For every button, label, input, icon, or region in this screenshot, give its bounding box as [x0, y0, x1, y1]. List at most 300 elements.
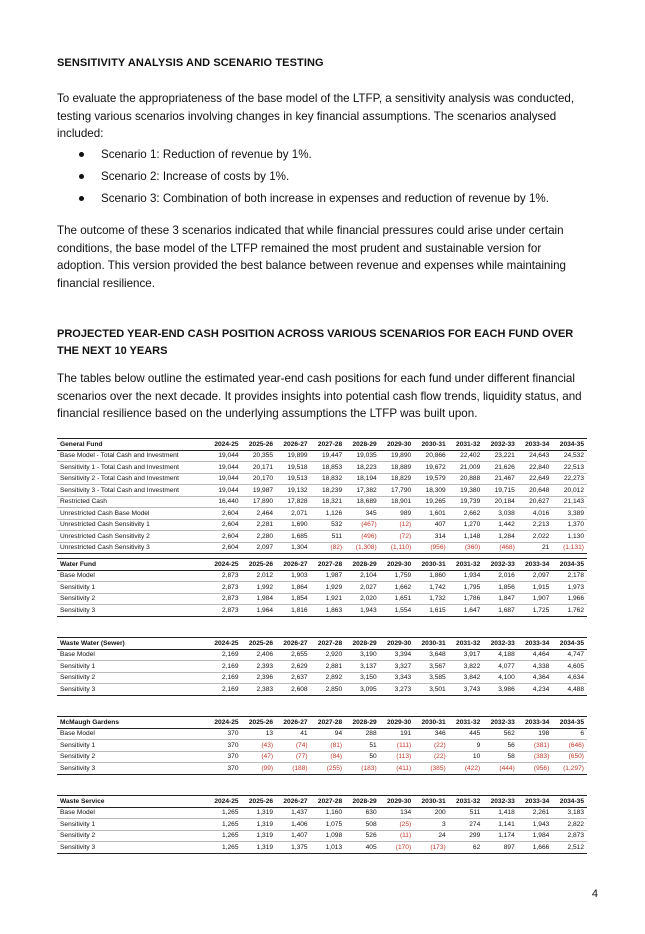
table-cell: 1,860	[414, 570, 449, 582]
fund-table	[57, 716, 587, 775]
table-cell: 2,637	[276, 672, 311, 684]
table-cell: 1,984	[242, 593, 277, 605]
table-cell: 2,406	[242, 649, 277, 661]
column-header-year: 2028-29	[345, 439, 380, 451]
column-header-year: 2024-25	[207, 717, 242, 729]
table-cell: 1,265	[207, 842, 242, 854]
table-cell: 370	[207, 763, 242, 775]
table-cell: (646)	[552, 740, 587, 752]
table-cell: 1,148	[449, 531, 484, 543]
table-cell: 1,319	[242, 842, 277, 854]
bullet-icon	[79, 174, 84, 179]
table-cell: 18,223	[345, 462, 380, 474]
column-header-year: 2031-32	[449, 638, 484, 650]
table-header-row	[57, 439, 587, 451]
table-row	[57, 508, 587, 520]
table-cell: (650)	[552, 751, 587, 763]
table-cell: 4,234	[518, 684, 553, 696]
table-cell: 17,890	[242, 496, 277, 508]
table-cell: 1,160	[311, 807, 346, 819]
table-cell: 191	[380, 728, 415, 740]
table-cell: 3,273	[380, 684, 415, 696]
table-cell: 1,864	[276, 582, 311, 594]
row-label: Sensitivity 1	[57, 582, 207, 594]
row-label: Sensitivity 1 - Total Cash and Investment	[57, 462, 207, 474]
table-header-row	[57, 796, 587, 808]
table-cell: 17,828	[276, 496, 311, 508]
table-cell: 1,966	[552, 593, 587, 605]
row-label: Sensitivity 1	[57, 661, 207, 673]
table-cell: 21,467	[483, 473, 518, 485]
table-cell: (77)	[276, 751, 311, 763]
row-label: Base Model	[57, 728, 207, 740]
table-row	[57, 672, 587, 684]
table-cell: 16,440	[207, 496, 242, 508]
section-heading: SENSITIVITY ANALYSIS AND SCENARIO TESTING	[57, 57, 324, 69]
table-row	[57, 763, 587, 775]
scenario-item: Scenario 2: Increase of costs by 1%.	[57, 168, 592, 190]
table-cell: 3	[414, 819, 449, 831]
table-cell: 1,437	[276, 807, 311, 819]
table-cell: 2,604	[207, 542, 242, 554]
table-row	[57, 740, 587, 752]
table-cell: 19,739	[449, 496, 484, 508]
table-cell: 1,265	[207, 830, 242, 842]
table-cell: 2,873	[207, 593, 242, 605]
table-cell: (43)	[242, 740, 277, 752]
table-cell: (47)	[242, 751, 277, 763]
column-header-year: 2034-35	[552, 559, 587, 571]
table-cell: 21,009	[449, 462, 484, 474]
table-cell: 13	[242, 728, 277, 740]
table-cell: 20,184	[483, 496, 518, 508]
table-row	[57, 593, 587, 605]
table-cell: 4,605	[552, 661, 587, 673]
table-cell: 2,396	[242, 672, 277, 684]
table-cell: 1,265	[207, 807, 242, 819]
table-cell: 2,873	[552, 830, 587, 842]
table-cell: 1,284	[483, 531, 518, 543]
table-cell: 18,321	[311, 496, 346, 508]
table-row	[57, 830, 587, 842]
column-header-year: 2025-26	[242, 796, 277, 808]
table-cell: 19,715	[483, 485, 518, 497]
table-cell: 2,464	[242, 508, 277, 520]
column-header-year: 2025-26	[242, 638, 277, 650]
table-cell: 1,929	[311, 582, 346, 594]
table-cell: 445	[449, 728, 484, 740]
table-cell: (173)	[414, 842, 449, 854]
table-cell: 2,104	[345, 570, 380, 582]
table-cell: 2,892	[311, 672, 346, 684]
table-cell: 18,689	[345, 496, 380, 508]
table-row	[57, 684, 587, 696]
table-cell: 1,406	[276, 819, 311, 831]
table-header-row	[57, 559, 587, 571]
row-label: Unrestricted Cash Sensitivity 3	[57, 542, 207, 554]
table-cell: 134	[380, 807, 415, 819]
table-cell: (422)	[449, 763, 484, 775]
row-label: Unrestricted Cash Sensitivity 2	[57, 531, 207, 543]
table-cell: 18,239	[311, 485, 346, 497]
table-cell: 288	[345, 728, 380, 740]
table-row	[57, 496, 587, 508]
table-cell: 50	[345, 751, 380, 763]
column-header-year: 2031-32	[449, 796, 484, 808]
table-cell: 19,035	[345, 450, 380, 462]
table-cell: 24,532	[552, 450, 587, 462]
column-header-year: 2027-28	[311, 796, 346, 808]
table-cell: 22,273	[552, 473, 587, 485]
table-cell: 4,338	[518, 661, 553, 673]
column-header-year: 2032-33	[483, 439, 518, 451]
table-cell: (82)	[311, 542, 346, 554]
table-cell: 19,890	[380, 450, 415, 462]
table-cell: 41	[276, 728, 311, 740]
table-cell: 1,304	[276, 542, 311, 554]
column-header-year: 2033-34	[518, 439, 553, 451]
table-cell: 1,915	[518, 582, 553, 594]
table-cell: 1,984	[518, 830, 553, 842]
table-cell: 19,044	[207, 485, 242, 497]
table-cell: (1,297)	[552, 763, 587, 775]
table-cell: 346	[414, 728, 449, 740]
column-header-year: 2026-27	[276, 559, 311, 571]
table-cell: 3,095	[345, 684, 380, 696]
table-cell: 508	[345, 819, 380, 831]
table-cell: 19,044	[207, 462, 242, 474]
column-header-year: 2026-27	[276, 796, 311, 808]
table-cell: (11)	[380, 830, 415, 842]
table-cell: 21,143	[552, 496, 587, 508]
column-header-year: 2026-27	[276, 439, 311, 451]
table-cell: 405	[345, 842, 380, 854]
table-cell: 19,513	[276, 473, 311, 485]
table-cell: (81)	[311, 740, 346, 752]
table-cell: (25)	[380, 819, 415, 831]
table-row	[57, 649, 587, 661]
table-cell: 630	[345, 807, 380, 819]
table-cell: 370	[207, 751, 242, 763]
column-header-year: 2031-32	[449, 717, 484, 729]
table-cell: 4,100	[483, 672, 518, 684]
table-cell: 1,742	[414, 582, 449, 594]
table-cell: 1,687	[483, 605, 518, 617]
table-cell: 18,832	[311, 473, 346, 485]
row-label: Sensitivity 2	[57, 751, 207, 763]
table-cell: 2,097	[518, 570, 553, 582]
table-row	[57, 462, 587, 474]
table-cell: (12)	[380, 519, 415, 531]
table-cell: 314	[414, 531, 449, 543]
table-row	[57, 661, 587, 673]
table-cell: 56	[483, 740, 518, 752]
column-header-year: 2028-29	[345, 559, 380, 571]
table-cell: 2,608	[276, 684, 311, 696]
table-cell: 2,027	[345, 582, 380, 594]
table-cell: 2,016	[483, 570, 518, 582]
column-header-year: 2025-26	[242, 717, 277, 729]
table-cell: (956)	[414, 542, 449, 554]
table-row	[57, 582, 587, 594]
table-cell: 3,567	[414, 661, 449, 673]
table-cell: 3,389	[552, 508, 587, 520]
table-cell: 3,585	[414, 672, 449, 684]
table-cell: 94	[311, 728, 346, 740]
table-cell: 20,866	[414, 450, 449, 462]
table-cell: 2,881	[311, 661, 346, 673]
table-cell: (381)	[518, 740, 553, 752]
column-header-year: 2032-33	[483, 796, 518, 808]
table-cell: 1,854	[276, 593, 311, 605]
table-cell: 1,964	[242, 605, 277, 617]
table-cell: 6	[552, 728, 587, 740]
table-cell: 2,850	[311, 684, 346, 696]
column-header-year: 2033-34	[518, 638, 553, 650]
column-header-year: 2025-26	[242, 439, 277, 451]
table-cell: (360)	[449, 542, 484, 554]
table-cell: (468)	[483, 542, 518, 554]
table-cell: 2,383	[242, 684, 277, 696]
table-cell: 20,170	[242, 473, 277, 485]
table-cell: 274	[449, 819, 484, 831]
table-cell: 18,889	[380, 462, 415, 474]
table-row	[57, 842, 587, 854]
table-cell: 1,856	[483, 582, 518, 594]
table-cell: 19,579	[414, 473, 449, 485]
table-cell: 1,759	[380, 570, 415, 582]
row-label: Sensitivity 1	[57, 740, 207, 752]
scenario-item: Scenario 1: Reduction of revenue by 1%.	[57, 146, 592, 168]
table-cell: 562	[483, 728, 518, 740]
table-cell: 1,666	[518, 842, 553, 854]
row-label: Base Model	[57, 807, 207, 819]
table-cell: 1,690	[276, 519, 311, 531]
table-cell: 3,137	[345, 661, 380, 673]
table-cell: 4,188	[483, 649, 518, 661]
table-cell: 20,888	[449, 473, 484, 485]
table-cell: 24,643	[518, 450, 553, 462]
table-cell: (183)	[345, 763, 380, 775]
table-cell: 2,281	[242, 519, 277, 531]
table-cell: 1,319	[242, 819, 277, 831]
table-cell: 1,265	[207, 819, 242, 831]
table-row	[57, 728, 587, 740]
table-cell: 1,732	[414, 593, 449, 605]
table-cell: 200	[414, 807, 449, 819]
row-label: Sensitivity 2	[57, 830, 207, 842]
table-cell: (1,110)	[380, 542, 415, 554]
table-cell: 370	[207, 728, 242, 740]
table-row	[57, 542, 587, 554]
table-cell: 4,364	[518, 672, 553, 684]
table-cell: 4,077	[483, 661, 518, 673]
table-cell: 1,319	[242, 807, 277, 819]
table-cell: 10	[449, 751, 484, 763]
column-header-year: 2029-30	[380, 638, 415, 650]
table-cell: 3,038	[483, 508, 518, 520]
column-header-year: 2028-29	[345, 796, 380, 808]
table-cell: 1,662	[380, 582, 415, 594]
table-cell: 1,407	[276, 830, 311, 842]
table-title: Waste Water (Sewer)	[57, 638, 207, 650]
table-cell: 2,020	[345, 593, 380, 605]
table-cell: 9	[449, 740, 484, 752]
table-cell: 1,013	[311, 842, 346, 854]
column-header-year: 2029-30	[380, 796, 415, 808]
table-cell: 2,012	[242, 570, 277, 582]
column-header-year: 2027-28	[311, 439, 346, 451]
table-cell: 3,917	[449, 649, 484, 661]
table-cell: 2,873	[207, 582, 242, 594]
table-cell: 2,071	[276, 508, 311, 520]
table-cell: 2,604	[207, 508, 242, 520]
table-cell: 1,685	[276, 531, 311, 543]
column-header-year: 2034-35	[552, 796, 587, 808]
table-cell: 897	[483, 842, 518, 854]
table-cell: 21	[518, 542, 553, 554]
table-cell: 22,649	[518, 473, 553, 485]
table-cell: 1,075	[311, 819, 346, 831]
table-cell: 1,847	[483, 593, 518, 605]
section-heading-2: PROJECTED YEAR-END CASH POSITION ACROSS VARIOUS SCENARIOS FOR EACH FUND OVER THE NEXT 10 YEARS	[57, 328, 574, 357]
table-cell: (383)	[518, 751, 553, 763]
table-cell: 3,343	[380, 672, 415, 684]
table-cell: (84)	[311, 751, 346, 763]
table-cell: 19,044	[207, 450, 242, 462]
column-header-year: 2026-27	[276, 638, 311, 650]
table-cell: (72)	[380, 531, 415, 543]
table-cell: 2,213	[518, 519, 553, 531]
table-cell: 532	[311, 519, 346, 531]
fund-table	[57, 558, 587, 617]
table-cell: 1,903	[276, 570, 311, 582]
table-cell: 2,920	[311, 649, 346, 661]
column-header-year: 2027-28	[311, 559, 346, 571]
table-cell: 1,130	[552, 531, 587, 543]
table-row	[57, 519, 587, 531]
table-cell: 2,169	[207, 684, 242, 696]
table-row	[57, 819, 587, 831]
table-cell: 19,132	[276, 485, 311, 497]
row-label: Sensitivity 1	[57, 819, 207, 831]
table-cell: 1,934	[449, 570, 484, 582]
table-cell: 4,464	[518, 649, 553, 661]
column-header-year: 2034-35	[552, 717, 587, 729]
row-label: Base Model	[57, 570, 207, 582]
table-cell: 1,615	[414, 605, 449, 617]
table-row	[57, 570, 587, 582]
table-cell: (1,131)	[552, 542, 587, 554]
bullet-icon	[79, 196, 84, 201]
table-cell: (111)	[380, 740, 415, 752]
table-cell: 58	[483, 751, 518, 763]
table-cell: 1,370	[552, 519, 587, 531]
column-header-year: 2027-28	[311, 638, 346, 650]
table-cell: 1,270	[449, 519, 484, 531]
column-header-year: 2031-32	[449, 559, 484, 571]
row-label: Sensitivity 2 - Total Cash and Investment	[57, 473, 207, 485]
table-cell: 21,626	[483, 462, 518, 474]
table-cell: 18,901	[380, 496, 415, 508]
table-cell: 1,375	[276, 842, 311, 854]
row-label: Sensitivity 3	[57, 842, 207, 854]
scenario-list	[57, 146, 592, 212]
table-cell: 2,873	[207, 570, 242, 582]
row-label: Sensitivity 3	[57, 763, 207, 775]
table-cell: 2,280	[242, 531, 277, 543]
table-cell: 18,194	[345, 473, 380, 485]
row-label: Restricted Cash	[57, 496, 207, 508]
table-cell: 2,629	[276, 661, 311, 673]
column-header-year: 2027-28	[311, 717, 346, 729]
table-title: General Fund	[57, 439, 207, 451]
table-cell: 20,648	[518, 485, 553, 497]
table-cell: 20,012	[552, 485, 587, 497]
table-cell: (22)	[414, 751, 449, 763]
table-cell: 4,488	[552, 684, 587, 696]
table-title: Water Fund	[57, 559, 207, 571]
table-cell: 2,097	[242, 542, 277, 554]
table-cell: 1,651	[380, 593, 415, 605]
outcome-paragraph: The outcome of these 3 scenarios indicated that while financial pressures could arise under certain conditions, the base model of the LTFP remained the most prudent and sustainable version for adoption. This version provided the best balance between revenue and expenses while maintaining financial resilience.	[57, 224, 566, 290]
row-label: Sensitivity 3	[57, 684, 207, 696]
table-cell: 17,382	[345, 485, 380, 497]
table-cell: 1,442	[483, 519, 518, 531]
column-header-year: 2029-30	[380, 559, 415, 571]
table-cell: 22,402	[449, 450, 484, 462]
table-cell: 3,822	[449, 661, 484, 673]
table-cell: 1,816	[276, 605, 311, 617]
table-cell: 51	[345, 740, 380, 752]
scenario-item: Scenario 3: Combination of both increase in expenses and reduction of revenue by 1%.	[57, 190, 592, 212]
table-cell: 2,512	[552, 842, 587, 854]
table-cell: 18,309	[414, 485, 449, 497]
table-cell: 1,943	[518, 819, 553, 831]
table-cell: 4,747	[552, 649, 587, 661]
table-cell: 1,098	[311, 830, 346, 842]
table-cell: 3,501	[414, 684, 449, 696]
table-cell: 198	[518, 728, 553, 740]
table-title: Waste Service	[57, 796, 207, 808]
table-cell: 18,829	[380, 473, 415, 485]
table-row	[57, 751, 587, 763]
table-cell: 2,022	[518, 531, 553, 543]
column-header-year: 2034-35	[552, 638, 587, 650]
table-cell: 1,762	[552, 605, 587, 617]
column-header-year: 2033-34	[518, 559, 553, 571]
table-cell: (444)	[483, 763, 518, 775]
table-cell: 1,907	[518, 593, 553, 605]
row-label: Sensitivity 3	[57, 605, 207, 617]
table-row	[57, 807, 587, 819]
table-cell: 1,795	[449, 582, 484, 594]
column-header-year: 2032-33	[483, 559, 518, 571]
table-cell: 2,873	[207, 605, 242, 617]
column-header-year: 2024-25	[207, 439, 242, 451]
table-cell: 1,786	[449, 593, 484, 605]
table-cell: (170)	[380, 842, 415, 854]
table-cell: 526	[345, 830, 380, 842]
column-header-year: 2030-31	[414, 717, 449, 729]
table-cell: 20,171	[242, 462, 277, 474]
table-cell: (22)	[414, 740, 449, 752]
table-cell: 3,327	[380, 661, 415, 673]
table-cell: 1,319	[242, 830, 277, 842]
table-cell: 3,190	[345, 649, 380, 661]
column-header-year: 2034-35	[552, 439, 587, 451]
table-cell: (956)	[518, 763, 553, 775]
